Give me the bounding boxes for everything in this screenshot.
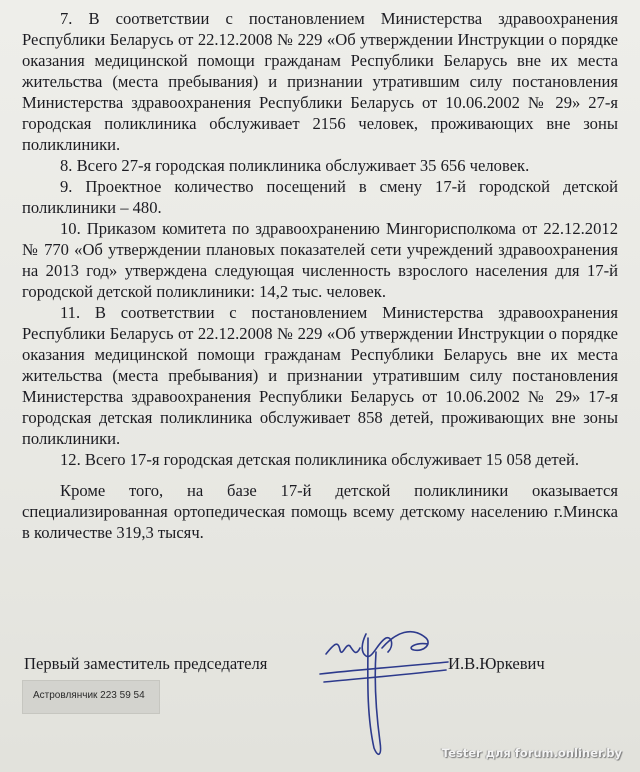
document-body: [22, 8, 618, 543]
paragraph-11: 11. В соответствии с постановлением Министерства здравоохранения Республики Беларусь от 22.12.2008 № 229 «Об утверждении Инструкции о порядке оказания медицинской помощи гражданам Республики Беларусь вне их места жительства (места пребывания) и признании утратившим силу постановления Министерства здравоохранения Республики Беларусь от 10.06.2002 № 29» 17-я городская детская поликлиника обслуживает 858 детей, проживающих вне зоны поликлиники.: [22, 303, 618, 448]
paragraph-conclusion: Кроме того, на базе 17-й детской поликлиники оказывается специализированная ортопедическая помощь всему детскому населению г.Минска в количестве 319,3 тысяч.: [22, 481, 618, 542]
contact-note-box: [22, 680, 160, 714]
paragraph-7: 7. В соответствии с постановлением Министерства здравоохранения Республики Беларусь от 22.12.2008 № 229 «Об утверждении Инструкции о порядке оказания медицинской помощи гражданам Республики Беларусь вне их места жительства (места пребывания) и признании утратившим силу постановления Министерства здравоохранения Республики Беларусь от 10.06.2002 № 29» 27-я городская поликлиника обслуживает 2156 человек, проживающих вне зоны поликлиники.: [22, 9, 618, 154]
handwritten-signature: [316, 612, 452, 762]
signatory-name: И.В.Юркевич: [448, 654, 545, 673]
paragraph-10: 10. Приказом комитета по здравоохранению Мингорисполкома от 22.12.2012 № 770 «Об утверждении плановых показателей сети учреждений здравоохранения на 2013 год» утверждена следующая численность взрослого населения для 17-й городской детской поликлиники: 14,2 тыс. человек.: [22, 219, 618, 301]
watermark: Tester для forum.onliner.by: [441, 746, 622, 760]
signatory-title: Первый заместитель председателя: [24, 654, 268, 673]
paragraph-12: 12. Всего 17-я городская детская поликлиника обслуживает 15 058 детей.: [60, 450, 579, 469]
contact-note: Астровлянчик 223 59 54: [33, 690, 145, 701]
paragraph-8: 8. Всего 27-я городская поликлиника обслуживает 35 656 человек.: [60, 156, 530, 175]
paragraph-9: 9. Проектное количество посещений в смену 17-й городской детской поликлиники – 480.: [22, 177, 618, 217]
